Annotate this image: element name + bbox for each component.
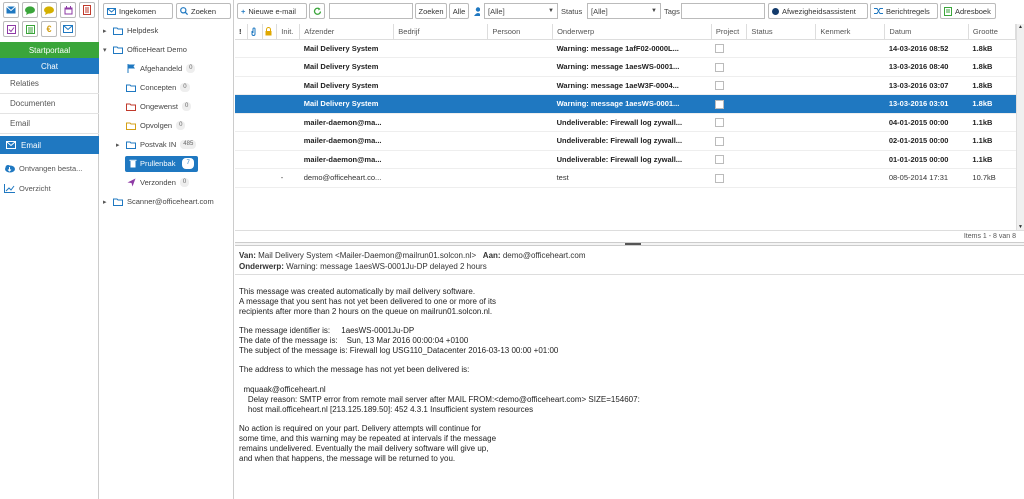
cell-company [394,76,488,95]
folder-item[interactable] [100,155,198,172]
all-button-label: Alle [452,6,466,16]
cell-status [747,95,816,114]
folder-icon [113,46,123,54]
cell-init [277,76,300,95]
project-checkbox[interactable] [715,44,724,53]
status-value: [Alle] [591,6,608,16]
cell-attach [248,150,263,169]
cell-project [711,58,747,77]
cell-subject: Undeliverable: Firewall log zywall... [553,113,712,132]
paperclip-icon [250,27,257,36]
folder-panel [100,0,234,499]
folder-icon-wrap [125,141,137,149]
cell-lock [262,113,277,132]
cell-project [711,113,747,132]
expand-arrow-icon[interactable]: ▸ [103,198,107,206]
folder-label: OfficeHeart Demo [127,45,187,54]
folder-icon-wrap [125,122,137,130]
project-checkbox[interactable] [715,118,724,127]
envelope-icon [107,8,116,15]
from-value: Mail Delivery System <Mailer-Daemon@mailrun01.solcon.nl> [258,251,477,260]
cell-from: mailer-daemon@ma... [300,132,394,151]
all-button[interactable] [449,3,469,19]
cell-mark [816,76,885,95]
col-mark-header[interactable]: Kenmerk [816,24,885,39]
cell-company [394,132,488,151]
send-icon [127,178,136,187]
col-size-header[interactable]: Grootte [968,24,1015,39]
project-checkbox[interactable] [715,137,724,146]
cell-from: demo@officeheart.co... [300,169,394,188]
folder-count: 0 [182,102,191,111]
from-label: Van: [239,251,256,260]
expand-arrow-icon[interactable]: ▸ [116,141,120,149]
cell-company [394,95,488,114]
inbox-button-label: Ingekomen [119,6,157,16]
folder-icon-wrap [125,103,137,111]
email-active-label: Email [21,140,42,150]
absence-label: Afwezigheidsassistent [782,6,856,16]
project-checkbox[interactable] [715,100,724,109]
col-project-header[interactable]: Project [711,24,747,39]
folder-icon [113,27,123,35]
message-preview [235,247,1024,499]
folder-label: Scanner@officeheart.com [127,197,214,206]
expand-arrow-icon[interactable]: ▾ [103,46,107,54]
cell-mark [816,132,885,151]
cell-subject: Undeliverable: Firewall log zywall... [553,132,712,151]
folder-icon [126,84,136,92]
cell-attach [248,58,263,77]
col-init-header[interactable]: Init. [277,24,300,39]
preview-divider [235,274,1024,275]
shuffle-icon [874,7,883,15]
notes-app-button[interactable] [41,2,57,18]
folder-icon-wrap [125,64,137,73]
tags-input[interactable] [681,3,765,19]
euro-icon: € [46,24,52,34]
message-row[interactable] [235,76,1016,95]
cell-date: 13-03-2016 03:01 [885,95,969,114]
cell-mark [816,39,885,58]
cell-from: Mail Delivery System [300,39,394,58]
folder-search-button[interactable] [176,3,231,19]
splitter[interactable] [235,242,1024,246]
cell-person [488,169,553,188]
folder-count: 0 [180,83,189,92]
email-active-nav[interactable] [0,136,99,154]
folder-label: Verzonden [140,178,176,187]
message-row[interactable] [235,39,1016,58]
cell-status [747,58,816,77]
cell-flag [235,132,248,151]
cell-date: 02-01-2015 00:00 [885,132,969,151]
search-input[interactable] [329,3,413,19]
plus-icon: + [241,6,246,16]
col-flag-header[interactable]: ! [235,24,248,39]
folder-label: Afgehandeld [140,64,183,73]
cloud-download-icon [4,164,15,173]
tasks-icon [7,25,16,34]
cell-date: 14-03-2016 08:52 [885,39,969,58]
folder-label: Postvak IN [140,140,177,149]
col-date-header[interactable]: Datum [885,24,969,39]
mail-toolbar [235,0,1024,22]
startportaal-label: Startportaal [28,45,71,55]
cell-size: 1.8kB [968,39,1015,58]
cell-mark [816,113,885,132]
folder-label: Opvolgen [140,121,173,130]
relaties-label: Relaties [10,79,39,88]
grid-footer [235,230,1024,242]
cell-company [394,150,488,169]
message-row[interactable] [235,58,1016,77]
cell-size: 1.8kB [968,95,1015,114]
mail-icon [6,6,16,14]
user-filter-value: [Alle] [488,6,505,16]
cell-date: 01-01-2015 00:00 [885,150,969,169]
to-value: demo@officeheart.com [502,251,586,260]
folder-icon-wrap [125,178,137,187]
to-label: Aan: [482,251,501,260]
startportaal-button[interactable] [0,42,99,58]
folder-item[interactable] [100,41,187,58]
cell-person [488,39,553,58]
overzicht-nav[interactable] [4,178,98,198]
cell-subject: Warning: message 1afF02-0000L... [553,39,712,58]
folder-icon-wrap [112,46,124,54]
project-checkbox[interactable] [715,155,724,164]
documenten-nav[interactable] [0,94,99,114]
cell-lock [262,39,277,58]
list-app-button[interactable] [22,21,38,37]
cell-status [747,132,816,151]
cell-mark [816,58,885,77]
search-icon [180,7,188,15]
overzicht-label: Overzicht [19,183,51,193]
subject-value: Warning: message 1aesWS-0001Ju-DP delayed 2 hours [286,262,487,271]
cell-attach [248,76,263,95]
document-app-button[interactable] [79,2,95,18]
message-row[interactable] [235,113,1016,132]
cell-mark [816,169,885,188]
folder-icon [126,122,136,130]
folder-search-label: Zoeken [191,6,217,16]
selected-folder[interactable] [125,156,198,172]
email-section-label: Email [10,119,31,128]
trash-icon [129,159,137,168]
user-icon [474,7,480,16]
cell-attach [248,132,263,151]
email-icon [63,25,73,33]
col-attach-header[interactable] [248,24,263,39]
cell-init [277,58,300,77]
cell-subject: test [553,169,712,188]
user-filter-icon-button[interactable] [471,3,483,19]
folder-label: Concepten [140,83,177,92]
cell-person [488,150,553,169]
caret-down-icon: ▼ [651,8,657,14]
cell-from: mailer-daemon@ma... [300,113,394,132]
folder-label: Helpdesk [127,26,159,35]
circle-icon [772,8,779,15]
absence-assistant-button[interactable] [768,3,868,19]
search-button-label: Zoeken [418,6,444,16]
cell-lock [262,132,277,151]
preview-subject-line [239,262,487,271]
cell-project [711,132,747,151]
folder-count: 485 [180,140,196,149]
cell-mark [816,150,885,169]
message-row[interactable] [235,150,1016,169]
cell-person [488,95,553,114]
cell-init [277,150,300,169]
scroll-up-icon: ▲ [1018,24,1023,30]
folder-label: Prullenbak [140,159,176,168]
cell-status [747,150,816,169]
cell-person [488,58,553,77]
cell-subject: Warning: message 1aesWS-0001... [553,95,712,114]
col-company-header[interactable]: Bedrijf [394,24,488,39]
cell-flag [235,76,248,95]
cell-from: Mail Delivery System [300,95,394,114]
mail-main-area [235,0,1024,499]
chat-icon [25,6,35,15]
folder-icon-wrap [125,84,137,92]
expand-arrow-icon[interactable]: ▸ [103,27,107,35]
scroll-down-icon: ▼ [1018,224,1023,230]
cell-size: 1.8kB [968,58,1015,77]
col-lock-header[interactable] [262,24,277,39]
cell-status [747,76,816,95]
folder-item[interactable] [100,117,185,134]
chat-label: Chat [41,61,58,71]
folder-label: Ongewenst [140,102,178,111]
lock-icon [265,27,272,36]
cell-company [394,169,488,188]
cell-init [277,95,300,114]
cell-date: 13-03-2016 03:07 [885,76,969,95]
cell-size: 1.1kB [968,113,1015,132]
documenten-label: Documenten [10,99,56,108]
cell-status [747,169,816,188]
col-from-header[interactable]: Afzender [300,24,394,39]
cell-status [747,113,816,132]
folder-item[interactable] [100,60,195,77]
cell-company [394,113,488,132]
calendar-app-button[interactable] [60,2,76,18]
cell-company [394,58,488,77]
rules-label: Berichtregels [886,6,930,16]
cell-size: 10.7kB [968,169,1015,188]
cell-flag [235,58,248,77]
cell-person [488,113,553,132]
folder-icon [113,198,123,206]
cell-size: 1.1kB [968,132,1015,151]
message-row[interactable] [235,132,1016,151]
addressbook-label: Adresboek [955,6,991,16]
cell-date: 13-03-2016 08:40 [885,58,969,77]
cell-from: Mail Delivery System [300,58,394,77]
project-checkbox[interactable] [715,174,724,183]
cell-project [711,39,747,58]
cell-attach [248,39,263,58]
document-icon [83,5,91,15]
message-row[interactable] [235,95,1016,114]
cell-from: Mail Delivery System [300,76,394,95]
cell-project [711,169,747,188]
folder-count: 0 [176,121,185,130]
cell-init [277,113,300,132]
search-button[interactable] [415,3,447,19]
chat-button[interactable] [0,58,99,74]
tasks-app-button[interactable] [3,21,19,37]
col-person-header[interactable]: Persoon [488,24,553,39]
cell-subject: Undeliverable: Firewall log zywall... [553,150,712,169]
cell-lock [262,76,277,95]
left-navigation [0,0,99,499]
grid-header-row [235,24,1016,39]
folder-item[interactable] [100,98,191,115]
mail-app-button[interactable] [3,2,19,18]
calendar-icon [64,6,73,15]
folder-item[interactable] [100,174,189,191]
cell-size: 1.1kB [968,150,1015,169]
ontvangen-label: Ontvangen besta... [19,163,83,173]
project-checkbox[interactable] [715,81,724,90]
cell-project [711,150,747,169]
chart-line-icon [4,184,15,193]
cell-status [747,39,816,58]
cell-lock [262,150,277,169]
ontvangen-nav[interactable] [4,158,98,178]
cell-lock [262,95,277,114]
cell-date: 04-01-2015 00:00 [885,113,969,132]
grip-icon [625,243,641,245]
caret-down-icon: ▼ [548,8,554,14]
cell-date: 08-05-2014 17:31 [885,169,969,188]
cell-company [394,39,488,58]
message-grid [235,24,1016,188]
cell-lock [262,58,277,77]
folder-count: 7 [182,158,193,169]
flag-icon [127,64,136,73]
cell-person [488,132,553,151]
folder-count: 0 [180,178,189,187]
items-count: Items 1 - 8 van 8 [963,233,1016,240]
list-icon [26,25,35,34]
envelope-icon [6,141,16,149]
cell-project [711,95,747,114]
cell-attach [248,95,263,114]
relaties-nav[interactable] [0,74,99,94]
status-label: Status [561,7,583,16]
cell-lock [262,169,277,188]
note-icon [44,6,54,15]
new-email-button[interactable] [237,3,307,19]
cell-from: mailer-daemon@ma... [300,150,394,169]
cell-project [711,76,747,95]
cell-flag [235,39,248,58]
folder-icon-wrap [112,27,124,35]
subject-label: Onderwerp: [239,262,284,271]
refresh-button[interactable] [309,3,325,19]
refresh-icon [313,7,321,16]
inbox-button[interactable] [103,3,173,19]
cell-flag [235,169,248,188]
cell-attach [248,113,263,132]
cell-attach [248,169,263,188]
cell-mark [816,95,885,114]
email-section-nav[interactable] [0,114,99,134]
tags-label: Tags [664,7,680,16]
new-email-label: Nieuwe e-mail [248,6,296,16]
folder-icon [126,141,136,149]
chat-app-button[interactable] [22,2,38,18]
book-icon [944,7,952,16]
user-filter-select[interactable] [484,3,558,19]
cell-init [277,132,300,151]
cell-size: 1.8kB [968,76,1015,95]
cell-flag [235,95,248,114]
col-status-header[interactable]: Status [747,24,816,39]
message-row[interactable] [235,169,1016,188]
message-body: This message was created automatically by mail delivery software. A message that you sent has not yet been delivered to one or more of its recipients after more than 2 hours on the queue on mailrun01.solcon.nl. The message identifier is: 1aesWS-0001Ju-DP The date of the message is: Sun, 13 Mar 2016 00:00:04 +0100 The subject of the message is: Firewall log USG110_Datacenter 2016-03-13 00:00 +01:00 The address to which the message has not yet been delivered is: mquaak@officeheart.nl Delay reason: SMTP error from remote mail server after MAIL FROM:<demo@officeheart.com> SIZE=154607: host mail.officeheart.nl [213.125.189.50]: 452 4.3.1 Insufficient system resources No action is required on your part. Delivery attempts will continue for some time, and this warning may be repeated at intervals if the message remains undelivered. Eventually the mail delivery software will give up, and when that happens, the message will be returned to you. [239,287,640,463]
folder-count: 0 [186,64,195,73]
folder-icon [126,103,136,111]
addressbook-button[interactable] [940,3,996,19]
folder-item[interactable] [100,193,214,210]
folder-item[interactable] [100,79,190,96]
project-checkbox[interactable] [715,63,724,72]
cell-init [277,39,300,58]
folder-item[interactable] [100,22,158,39]
finance-app-button[interactable] [41,21,57,37]
email-app-button[interactable] [60,21,76,37]
cell-flag [235,113,248,132]
cell-init: - [277,169,300,188]
cell-flag [235,150,248,169]
col-subject-header[interactable]: Onderwerp [553,24,712,39]
message-rules-button[interactable] [870,3,938,19]
preview-from-line [239,251,586,260]
cell-subject: Warning: message 1aesWS-0001... [553,58,712,77]
folder-icon-wrap [112,198,124,206]
message-grid-body [235,39,1016,187]
cell-subject: Warning: message 1aeW3F-0004... [553,76,712,95]
folder-item[interactable] [100,136,196,153]
status-select[interactable] [587,3,661,19]
grid-scrollbar[interactable] [1016,24,1024,230]
cell-person [488,76,553,95]
